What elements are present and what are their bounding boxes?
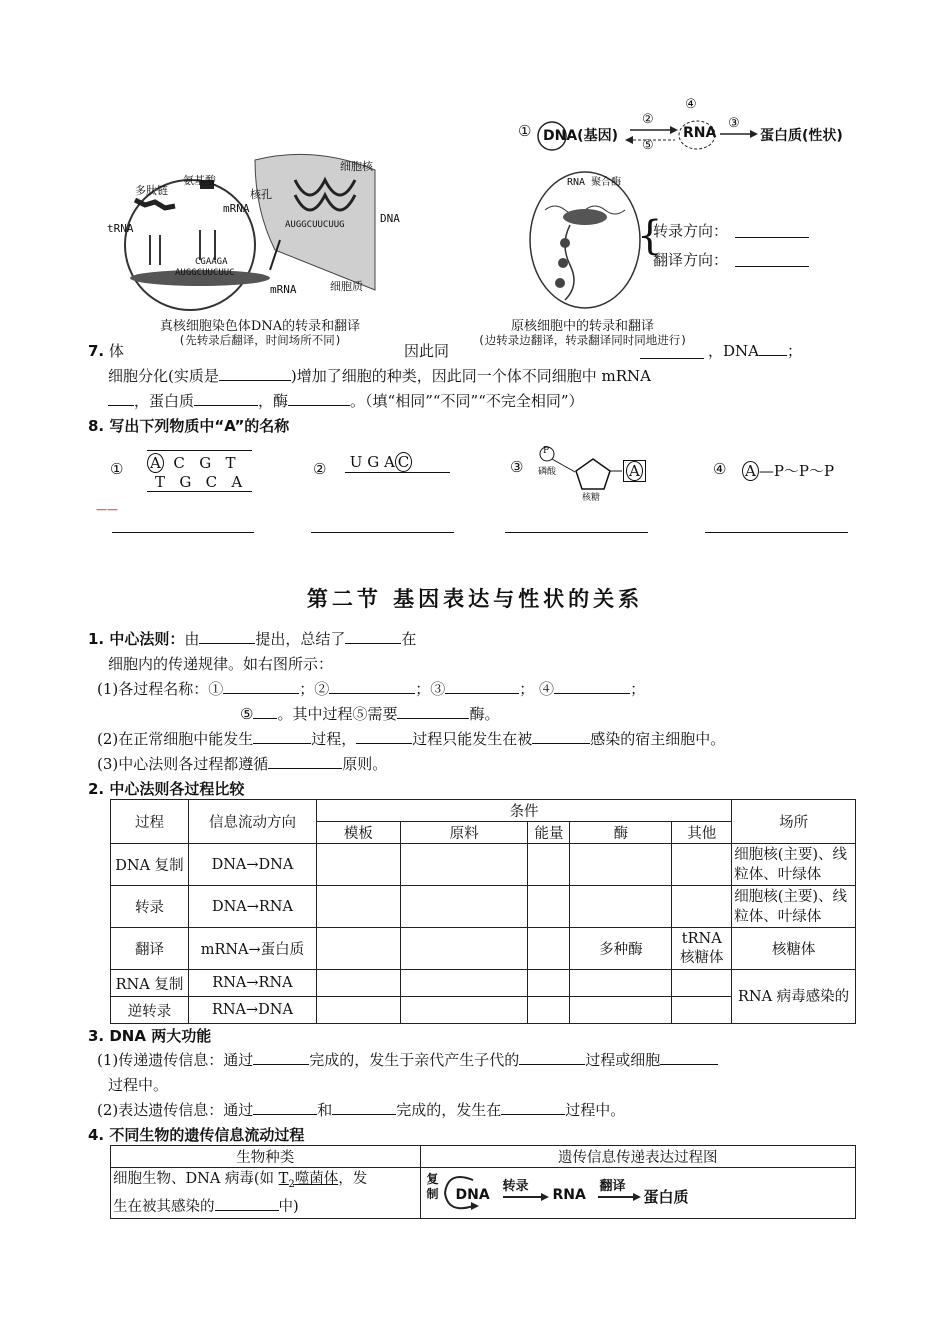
- cell-enzyme: 多种酶: [570, 928, 672, 970]
- label-dna: DNA: [380, 212, 400, 225]
- label-pore: 核孔: [250, 188, 272, 201]
- organism-cell: [111, 1168, 421, 1219]
- cell-material[interactable]: [400, 844, 528, 886]
- q8-i2: ②: [313, 460, 327, 478]
- q7-blank1[interactable]: [640, 344, 704, 359]
- q8-atp: [742, 460, 834, 481]
- s4-c1b: T: [278, 1171, 289, 1187]
- q8-i1-c: C: [173, 454, 185, 472]
- row-flow: DNA→DNA: [188, 844, 316, 886]
- s1-p2a: (2)在正常细胞中能发生: [97, 730, 254, 748]
- th-energy: 能量: [528, 822, 570, 844]
- s1-p1-line2: [240, 703, 499, 724]
- cell-template[interactable]: [316, 970, 400, 997]
- label-seq1: AUGGCUUCUUG: [285, 220, 345, 230]
- s3-l3b: 和: [317, 1101, 333, 1119]
- s1-blank-p1[interactable]: [223, 679, 299, 694]
- dogma-n4: ④: [685, 97, 697, 112]
- q7-blank-dna[interactable]: [759, 341, 787, 356]
- flow-prot: 蛋白质: [643, 1187, 689, 1206]
- q8-rna: [345, 452, 450, 473]
- s1-p1f: ⑤: [240, 705, 254, 723]
- q8-i2-c: C: [395, 452, 412, 472]
- row-site: 核糖体: [732, 928, 856, 970]
- s1-title: 1. 中心法则：: [88, 630, 185, 648]
- q8-answer-3[interactable]: [505, 532, 648, 533]
- s1-p2d: 感染的宿主细胞中。: [590, 730, 726, 748]
- q8-i3-phos: 磷酸: [538, 467, 557, 477]
- s1-blank-only[interactable]: [356, 729, 412, 744]
- s1-p3a: (3)中心法则各过程都遵循: [97, 755, 269, 773]
- q8-i1-a: A: [147, 453, 164, 473]
- s3-l1c: 过程或细胞: [585, 1051, 661, 1069]
- s1-blank-p4[interactable]: [554, 679, 630, 694]
- table-row: [111, 928, 856, 970]
- q8-answer-2[interactable]: [311, 532, 454, 533]
- s1-p1c: ；③: [415, 680, 446, 698]
- s1-t3: 在: [401, 630, 417, 648]
- red-mark: ——: [96, 503, 118, 516]
- th-cond: 条件: [316, 800, 731, 822]
- cell-template[interactable]: [316, 886, 400, 928]
- s1-p1d: ； ④: [519, 680, 555, 698]
- prokaryote-figure: [525, 165, 845, 315]
- q7-blank-mrna[interactable]: [108, 391, 134, 406]
- row-flow: DNA→RNA: [188, 886, 316, 928]
- flow-table: [110, 1145, 856, 1219]
- s3-blank6[interactable]: [501, 1100, 565, 1115]
- eukaryote-figure: [105, 150, 405, 315]
- s3-l2: 过程中。: [108, 1076, 169, 1094]
- label-nucleus: 细胞核: [340, 160, 373, 173]
- q7-line3: [108, 390, 584, 411]
- th-process: 过程: [111, 800, 189, 844]
- q8-i1-ba: A: [231, 473, 243, 491]
- s1-blank-p2[interactable]: [329, 679, 415, 694]
- cell-template[interactable]: [316, 997, 400, 1024]
- q8-i3-a: [623, 460, 646, 482]
- s1-blank1[interactable]: [199, 629, 255, 644]
- q8-i4-rest: —P～P～P: [758, 462, 835, 480]
- q7-num: 7.: [88, 342, 105, 360]
- s1-p2b: 过程，: [311, 730, 357, 748]
- cell-material[interactable]: [400, 970, 528, 997]
- s1-blank2[interactable]: [345, 629, 401, 644]
- s3-blank5[interactable]: [332, 1100, 396, 1115]
- cell-energy[interactable]: [528, 886, 570, 928]
- cell-enzyme[interactable]: [570, 970, 672, 997]
- s4-c1sub: 2: [288, 1178, 295, 1190]
- q7-l3a: ，蛋白质: [134, 392, 195, 410]
- flow-rna: RNA: [552, 1186, 586, 1203]
- s3-l3: [97, 1099, 625, 1120]
- s3-l3c: 完成的，发生在: [396, 1101, 502, 1119]
- cell-energy[interactable]: [528, 928, 570, 970]
- row-process: 转录: [111, 886, 189, 928]
- th-flow: 信息流动方向: [188, 800, 316, 844]
- s3-blank3[interactable]: [660, 1050, 718, 1065]
- s1-p3b: 原则。: [342, 755, 388, 773]
- th-template: 模板: [316, 822, 400, 844]
- brace: {: [637, 213, 663, 259]
- transl-dir-label: 翻译方向：: [653, 251, 729, 269]
- section-title: 第二节 基因表达与性状的关系: [306, 587, 644, 611]
- q8-title: 8. 写出下列物质中“A”的名称: [88, 417, 290, 435]
- s1-p1a: (1)各过程名称：①: [97, 680, 224, 698]
- flow-tr: 转录: [502, 1178, 529, 1194]
- q8-answer-4[interactable]: [705, 532, 848, 533]
- s3-l3d: 过程中。: [565, 1101, 626, 1119]
- s2-title: 2. 中心法则各过程比较: [88, 780, 245, 798]
- s1-blank-enzyme[interactable]: [397, 704, 469, 719]
- row-flow: RNA→DNA: [188, 997, 316, 1024]
- row-process: 翻译: [111, 928, 189, 970]
- label-seq2: AUGGCUUCUUC: [175, 268, 235, 278]
- s4-title: 4. 不同生物的遗传信息流动过程: [88, 1126, 305, 1144]
- s1-p2c: 过程只能发生在被: [412, 730, 533, 748]
- dogma-n5: ⑤: [642, 138, 654, 153]
- label-anticodon: CGAAGA: [195, 257, 228, 267]
- s3-l3a: (2)表达遗传信息：通过: [97, 1101, 254, 1119]
- q8-i1-bt: T: [155, 473, 166, 491]
- s4-c1e: 生在被其感染的: [113, 1198, 215, 1215]
- q7-l1b: 因此同: [404, 342, 450, 360]
- s1-p1: [97, 678, 645, 699]
- s1-p1h: 酶。: [469, 705, 500, 723]
- th-flow-diagram: 遗传信息传递表达过程图: [420, 1146, 855, 1168]
- row-site: RNA 病毒感染的: [732, 970, 856, 1024]
- trans-dir-blank[interactable]: [735, 223, 809, 238]
- q7-l2b: )增加了细胞的种类，因此同一个体不同细胞中 mRNA: [290, 367, 651, 385]
- cell-template[interactable]: [316, 844, 400, 886]
- cell-enzyme[interactable]: [570, 997, 672, 1024]
- s3-l1: [97, 1049, 718, 1070]
- cell-enzyme[interactable]: [570, 844, 672, 886]
- q7-blank-protein[interactable]: [194, 391, 258, 406]
- cell-other[interactable]: [672, 886, 732, 928]
- q7-l2a: 细胞分化(实质是: [108, 367, 219, 385]
- th-material: 原料: [400, 822, 528, 844]
- q7-line2: [108, 365, 651, 386]
- transl-dir-blank[interactable]: [735, 252, 809, 267]
- dogma-rna: RNA: [683, 125, 717, 141]
- cell-other[interactable]: [672, 970, 732, 997]
- s1-t2: 提出，总结了: [255, 630, 346, 648]
- s1-t1: 由: [184, 630, 200, 648]
- dogma-figure: [515, 98, 850, 158]
- s1-blank-normal[interactable]: [253, 729, 311, 744]
- trans-dir-label: 转录方向：: [653, 222, 729, 240]
- flow-rep: 复制: [426, 1171, 439, 1201]
- q8-i1-g: G: [199, 454, 212, 472]
- flow-diagram: [423, 1170, 853, 1216]
- cell-material[interactable]: [400, 886, 528, 928]
- eukaryote-note: (先转录后翻译，时间场所不同): [178, 333, 342, 347]
- row-process: RNA 复制: [111, 970, 189, 997]
- q8-i3-sugar: 核糖: [582, 493, 601, 503]
- q8-i4: ④: [713, 460, 727, 478]
- cell-enzyme[interactable]: [570, 886, 672, 928]
- q7-line1-b: [404, 340, 449, 361]
- q7-l1a: 体: [108, 342, 124, 360]
- cell-material[interactable]: [400, 928, 528, 970]
- flow-dna: DNA: [455, 1186, 490, 1203]
- q7-blank-diff[interactable]: [219, 366, 291, 381]
- s1-p1b: ；②: [299, 680, 330, 698]
- q7-line1: [88, 340, 124, 361]
- flow-diagram-cell: [420, 1168, 855, 1219]
- row-flow: mRNA→蛋白质: [188, 928, 316, 970]
- row-process: 逆转录: [111, 997, 189, 1024]
- s1-blank-p3[interactable]: [445, 679, 519, 694]
- q7-l3b: ，酶: [258, 392, 289, 410]
- cell-energy[interactable]: [528, 997, 570, 1024]
- label-mrna2: mRNA: [270, 283, 297, 296]
- label-peptide: 多肽链: [135, 184, 168, 197]
- q8-i2-seq: U G A: [349, 453, 395, 471]
- row-site: 细胞核(主要)、线粒体、叶绿体: [732, 886, 856, 928]
- q8-answer-1[interactable]: [112, 532, 254, 533]
- s3-blank4[interactable]: [253, 1100, 317, 1115]
- dogma-n2: ②: [642, 112, 654, 127]
- prok-enzyme: RNA 聚合酶: [567, 177, 622, 188]
- process-table: [110, 799, 856, 1024]
- q7-blank-enzyme[interactable]: [288, 391, 350, 406]
- q8-i1-t: T: [225, 454, 236, 472]
- s4-c1a: 细胞生物、DNA 病毒(如: [113, 1171, 279, 1187]
- q8-i3-a-text: A: [626, 461, 643, 481]
- s3-l1b: 完成的，发生于亲代产生子代的: [309, 1051, 520, 1069]
- dogma-protein: 蛋白质(性状): [760, 128, 843, 144]
- dogma-n3: ③: [728, 116, 740, 131]
- s1-p1g: 。其中过程⑤需要: [277, 705, 398, 723]
- s1-p2: [97, 728, 725, 749]
- prok-note: (边转录边翻译，转录翻译同时同地进行): [477, 333, 688, 347]
- s1-blank-infected[interactable]: [532, 729, 590, 744]
- dogma-n1: ①: [518, 122, 532, 140]
- th-organism: 生物种类: [111, 1146, 421, 1168]
- th-enzyme: 酶: [570, 822, 672, 844]
- th-site: 场所: [732, 800, 856, 844]
- s3-l1a: (1)传递遗传信息：通过: [97, 1051, 254, 1069]
- s1-p3: [97, 753, 387, 774]
- s1-line1: [88, 628, 416, 649]
- label-ribosome: 核糖体: [190, 289, 223, 302]
- s3-blank2[interactable]: [519, 1050, 585, 1065]
- cell-energy[interactable]: [528, 844, 570, 886]
- cell-material[interactable]: [400, 997, 528, 1024]
- table-row: [111, 886, 856, 928]
- cell-energy[interactable]: [528, 970, 570, 997]
- s4-c1f: 中): [278, 1198, 299, 1215]
- row-flow: RNA→RNA: [188, 970, 316, 997]
- q8-i1-bg: G: [179, 473, 192, 491]
- s3-blank1[interactable]: [253, 1050, 309, 1065]
- s3-title: 3. DNA 两大功能: [88, 1027, 212, 1045]
- label-mrna1: mRNA: [223, 202, 250, 215]
- q8-dna-strands: [147, 450, 252, 492]
- s1-p1e: ；: [630, 680, 646, 698]
- cell-other: tRNA 核糖体: [672, 928, 732, 970]
- table-row: [111, 844, 856, 886]
- row-site: 细胞核(主要)、线粒体、叶绿体: [732, 844, 856, 886]
- label-trna: tRNA: [107, 222, 134, 235]
- s1-line2: 细胞内的传递规律。如右图所示：: [108, 655, 334, 673]
- q8-i3-p: P: [543, 446, 550, 456]
- q8-i3: ③: [510, 458, 524, 476]
- s4-c1d: ，发: [338, 1171, 368, 1187]
- s4-c1c: 噬菌体: [294, 1171, 339, 1187]
- dogma-dna: DNA(基因): [543, 128, 618, 144]
- prok-caption: 原核细胞中的转录和翻译: [510, 319, 654, 334]
- flow-tl: 翻译: [599, 1178, 626, 1194]
- q8-i1-bc: C: [205, 473, 218, 491]
- cell-other[interactable]: [672, 844, 732, 886]
- row-process: DNA 复制: [111, 844, 189, 886]
- cell-other[interactable]: [672, 997, 732, 1024]
- cell-template[interactable]: [316, 928, 400, 970]
- q7-l3c: 。（填“相同”“不同”“不完全相同”）: [350, 392, 584, 410]
- eukaryote-caption: 真核细胞染色体DNA的转录和翻译: [159, 319, 361, 334]
- q8-i4-a: A: [742, 461, 759, 481]
- q8-i1: ①: [110, 460, 124, 478]
- th-other: 其他: [672, 822, 732, 844]
- label-cytoplasm: 细胞质: [330, 280, 363, 293]
- q7-l1c: DNA: [723, 342, 759, 360]
- s1-blank-principle[interactable]: [268, 754, 342, 769]
- s1-blank-p5[interactable]: [253, 704, 277, 719]
- label-aa: 氨基酸: [183, 174, 216, 187]
- table-row: [111, 970, 856, 997]
- s4-blank[interactable]: [215, 1196, 279, 1211]
